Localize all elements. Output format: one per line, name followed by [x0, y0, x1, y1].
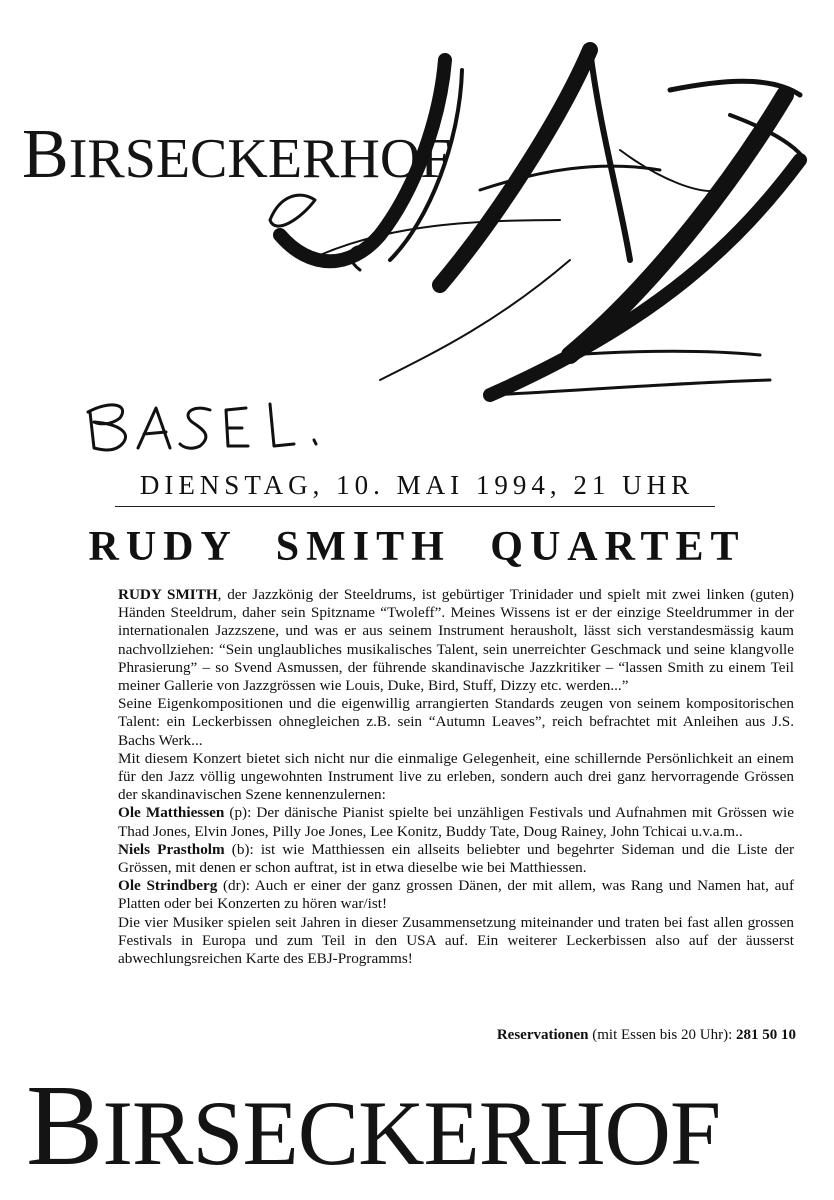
venue-title-top-rest: IRSECKERHOF [68, 128, 452, 190]
venue-title-bottom-rest: IRSECKERHOF [102, 1082, 721, 1184]
paragraph-strindberg-text: (dr): Auch er einer der ganz grossen Dänen, der mit allem, was Rang und Namen hat, auf Platten oder bei Konzerten zu hören war/ist! [118, 877, 795, 913]
venue-title-top-initial: B [22, 116, 69, 193]
venue-title-bottom-initial: B [26, 1062, 103, 1190]
name-ole-strindberg: Ole Strindberg [118, 877, 218, 895]
name-niels-prastholm: Niels Prastholm [118, 840, 225, 858]
paragraph-prastholm [118, 841, 794, 877]
paragraph-matthiessen [118, 804, 794, 840]
article-body [118, 586, 794, 968]
paragraph-intro [118, 586, 794, 695]
name-rudy-smith: RUDY SMITH [118, 586, 218, 603]
basel-handwriting [80, 390, 350, 470]
paragraph-closing: Die vier Musiker spielen seit Jahren in dieser Zusammensetzung miteinander und traten bei fast allen grossen Festivals in Europa und zum Teil in den USA auf. Ein weiterer Leckerbissen also auf der äusserst abwechlungsreichen Karte des EBJ-Programms! [118, 913, 794, 968]
basel-text: BASEL. [80, 468, 84, 469]
name-ole-matthiessen: Ole Matthiessen [118, 804, 225, 822]
reservation-note: (mit Essen bis 20 Uhr): [588, 1027, 736, 1043]
venue-title-bottom [26, 1062, 721, 1190]
paragraph-concert: Mit diesem Konzert bietet sich nicht nur die einmalige Gelegenheit, eine schillernde Persönlichkeit an einem für den Jazz völlig ungewohnten Instrument live zu erleben, sondern auch drei ganz hervorragende Grössen der skandinavischen Szene kennenzulernen: [118, 749, 794, 804]
paragraph-matthiessen-text: (p): Der dänische Pianist spielte bei unzähligen Festivals und Aufnahmen mit Grössen wie Thad Jones, Elvin Jones, Pilly Joe Jones, Lee Konitz, Buddy Tate, Doug Rainey, John Tchicai u.v.a.m.. [118, 804, 795, 840]
paragraph-intro-text: , der Jazzkönig der Steeldrums, ist gebürtiger Trinidader und spielt mit zwei linken (guten) Händen Steeldrum, daher sein Spitzname “Twoleff”. Meines Wissens ist er der einzige Steeldrummer in der internationalen Jazzszene, und was er aus seinem Instrument herausholt, lässt sich verstandesmässig kaum nachvollziehen: “Sein unglaubliches musikalisches Talent, sein unerreichter Geschmack und seine klangvolle Phrasierung” – so Svend Asmussen, der führende skandinavische Jazzkritiker – “lassen Smith zu einem Teil meiner Gallerie von Jazzgrössen wie Louis, Duke, Bird, Stuff, Dizzy etc. werden...” [118, 586, 794, 695]
date-underline [115, 506, 715, 507]
paragraph-strindberg [118, 877, 794, 913]
reservation-line [497, 1027, 796, 1044]
reservation-phone: 281 50 10 [736, 1027, 796, 1043]
reservation-label: Reservationen [496, 1027, 589, 1043]
paragraph-compositions: Seine Eigenkompositionen und die eigenwillig arrangierten Standards zeugen von seinem kompositorischen Talent: ein Leckerbissen ohnegleichen z.B. sein “Autumn Leaves”, reich befrachtet mit Anleihen aus J.S. Bachs Werk... [118, 695, 794, 749]
paragraph-prastholm-text: (b): ist wie Matthiessen ein allseits beliebter und begehrter Sideman und die Liste der Grössen, mit denen er schon auftrat, ist in etwa dieselbe wie bei Matthiessen. [118, 840, 795, 877]
event-date: DIENSTAG, 10. MAI 1994, 21 UHR [139, 470, 695, 500]
band-name: RUDY SMITH QUARTET [88, 524, 746, 570]
